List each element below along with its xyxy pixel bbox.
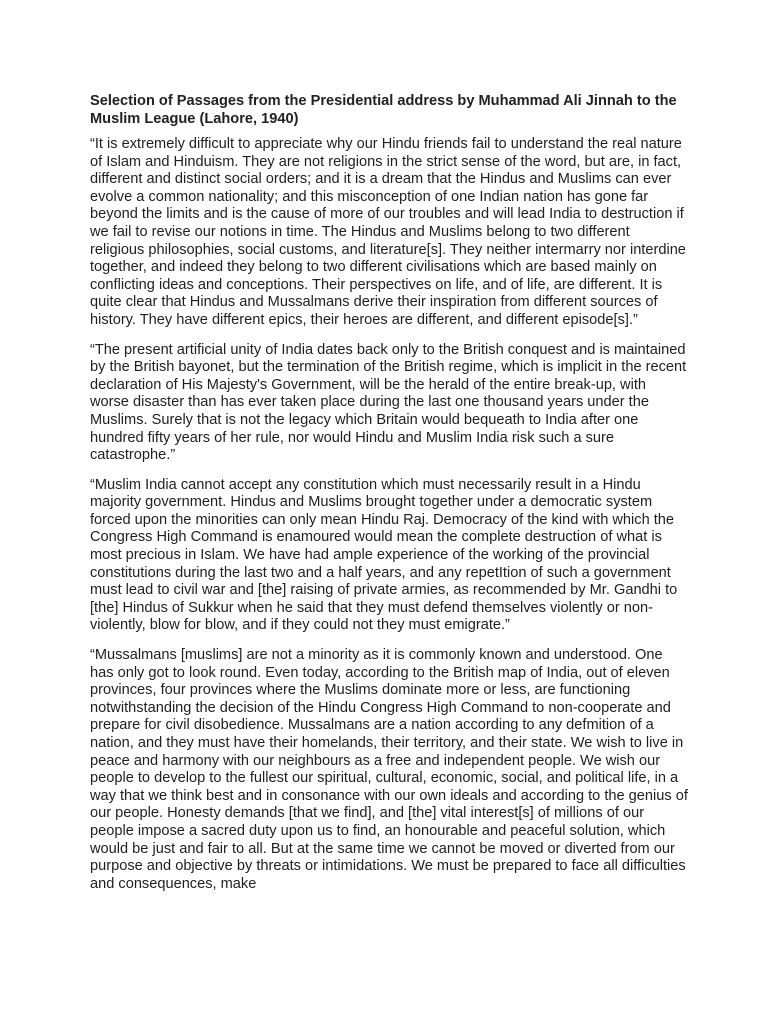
paragraph-3: “Muslim India cannot accept any constitution which must necessarily result in a Hindu majority government. Hindus and Muslims brought together under a democratic system forced upon the minorities can only mean Hindu Raj. Democracy of the kind with which the Congress High Command is enamoured would mean the complete destruction of what is most precious in Islam. We have had ample experience of the working of the provincial constitutions during the last two and a half years, and any repetItion of such a government must lead to civil war and [the] raising of private armies, as recommended by Mr. Gandhi to [the] Hindus of Sukkur when he said that they must defend themselves violently or non-violently, blow for blow, and if they could not they must emigrate.” (90, 476, 678, 634)
paragraph-4: “Mussalmans [muslims] are not a minority as it is commonly known and understood. One has only got to look round. Even today, according to the British map of India, out of eleven provinces, four provinces where the Muslims dominate more or less, are functioning notwithstanding the decision of the Hindu Congress High Command to non-cooperate and prepare for civil disobedience. Mussalmans are a nation according to any defmition of a nation, and they must have their homelands, their territory, and their state. We wish to live in peace and harmony with our neighbours as a free and independent people. We wish our people to develop to the fullest our spiritual, cultural, economic, social, and political life, in a way that we think best and in consonance with our own ideals and according to the genius of our people. Honesty demands [that we find], and [the] vital interest[s] of millions of our people impose a sacred duty upon us to find, an honourable and peaceful solution, which would be just and fair to all. But at the same time we cannot be moved or diverted from our purpose and objective by threats or intimidations. We must be prepared to face all difficulties and consequences, make (90, 647, 688, 892)
paragraph-1: “It is extremely difficult to appreciate why our Hindu friends fail to understand the real nature of Islam and Hinduism. They are not religions in the strict sense of the word, but are, in fact, different and distinct social orders; and it is a dream that the Hindus and Muslims can ever evolve a common nationality; and this misconception of one Indian nation has gone far beyond the limits and is the cause of more of our troubles and will lead India to destruction if we fail to revise our notions in time. The Hindus and Muslims belong to two different religious philosophies, social customs, and literature[s]. They neither intermarry nor interdine together, and indeed they belong to two different civilisations which are based mainly on conflicting ideas and conceptions. Their perspectives on life, and of life, are different. It is quite clear that Hindus and Mussalmans derive their inspiration from different sources of history. They have different epics, their heroes are different, and different episode[s].” (90, 136, 686, 328)
paragraph-2: “The present artificial unity of India dates back only to the British conquest and is maintained by the British bayonet, but the termination of the British regime, which is implicit in the recent declaration of His Majesty's Government, will be the herald of the entire break-up, with worse disaster than has ever taken place during the last one thousand years under the Muslims. Surely that is not the legacy which Britain would bequeath to India after one hundred fifty years of her rule, nor would Hindu and Muslim India risk such a sure catastrophe.” (90, 341, 687, 464)
document-title: Selection of Passages from the Presidential address by Muhammad Ali Jinnah to the Muslim League (Lahore, 1940) (90, 93, 677, 127)
